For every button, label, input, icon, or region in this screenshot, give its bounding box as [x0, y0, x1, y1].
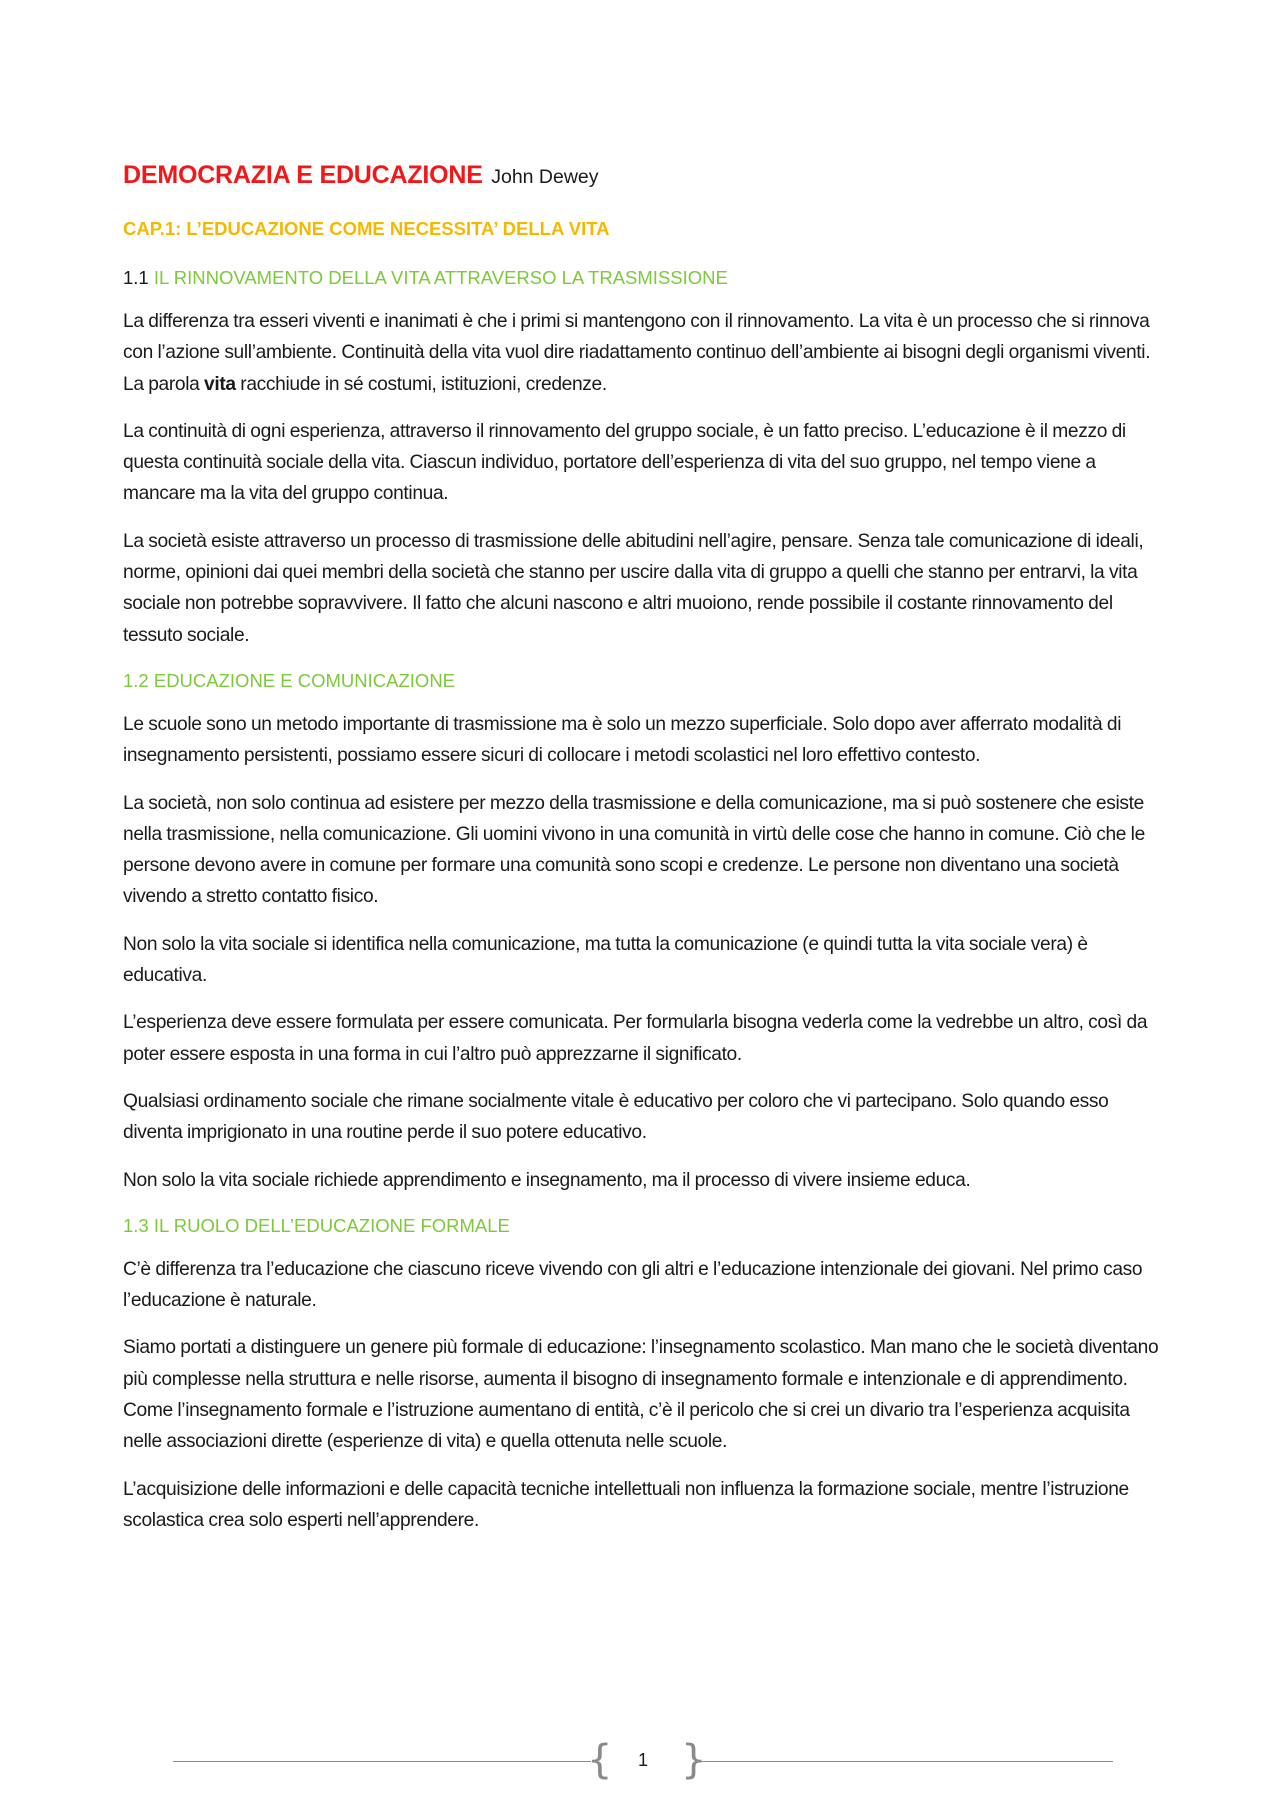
paragraph: La società esiste attraverso un processo di trasmissione delle abitudini nell’agire, pensare. Senza tale comunicazione di ideali, norme, opinioni dai quei membri della società che stanno per uscire dalla vita di gruppo a quelli che stanno per entrarvi, la vita sociale non potrebbe sopravvivere. Il fatto che alcuni nascono e altri muoiono, rende possibile il costante rinnovamento del tessuto sociale. — [123, 530, 1144, 646]
paragraph: L’esperienza deve essere formulata per essere comunicata. Per formularla bisogna vederla come la vedrebbe un altro, così da poter essere esposta in una forma in cui l’altro può apprezzarne il significato. — [123, 1012, 1148, 1065]
document-title: DEMOCRAZIA E EDUCAZIONE — [123, 161, 483, 189]
paragraph-text: racchiude in sé costumi, istituzioni, credenze. — [235, 373, 607, 395]
section-title: IL RINNOVAMENTO DELLA VITA ATTRAVERSO LA TRASMISSIONE — [153, 267, 728, 288]
left-brace-icon: { — [587, 1737, 613, 1783]
section-number: 1.1 — [123, 267, 149, 288]
paragraph: C’è differenza tra l’educazione che ciascuno riceve vivendo con gli altri e l’educazione intenzionale dei giovani. Nel primo caso l’educazione è naturale. — [123, 1258, 1143, 1312]
paragraph: Non solo la vita sociale richiede apprendimento e insegnamento, ma il processo di vivere insieme educa. — [123, 1169, 971, 1191]
chapter-heading: CAP.1: L’EDUCAZIONE COME NECESSITA’ DELLA VITA — [123, 218, 610, 239]
section-title: IL RUOLO DELL’EDUCAZIONE FORMALE — [153, 1214, 510, 1236]
section-heading-1-1 — [123, 264, 1167, 292]
paragraph: Qualsiasi ordinamento sociale che rimane socialmente vitale è educativo per coloro che vi partecipano. Solo quando esso diventa imprigionato in una routine perde il suo potere educativo. — [123, 1090, 1109, 1144]
right-brace-icon: } — [681, 1737, 707, 1783]
title-line — [123, 158, 1167, 196]
paragraph: Non solo la vita sociale si identifica nella comunicazione, ma tutta la comunicazione (e quindi tutta la vita sociale vera) è educativa. — [123, 933, 1088, 987]
paragraph: L’acquisizione delle informazioni e delle capacità tecniche intellettuali non influenza la formazione sociale, mentre l’istruzione scolastica crea solo esperti nell’apprendere. — [123, 1478, 1129, 1531]
paragraph: La società, non solo continua ad esistere per mezzo della trasmissione e della comunicazione, ma si può sostenere che esiste nella trasmissione, nella comunicazione. Gli uomini vivono in una comunità in virtù delle cose che hanno in comune. Ciò che le persone devono avere in comune per formare una comunità sono scopi e credenze. Le persone non diventano una società vivendo a stretto contatto fisico. — [123, 792, 1145, 908]
paragraph — [123, 306, 1167, 400]
footer-rule-left — [173, 1761, 591, 1762]
paragraph: Siamo portati a distinguere un genere più formale di educazione: l’insegnamento scolastico. Man mano che le società diventano più complesse nella struttura e nelle risorse, aumenta il bisogno di insegnamento formale e intenzionale e di apprendimento. Come l’insegnamento formale e l’istruzione aumentano di entità, c’è il pericolo che si crei un divario tra l’esperienza acquisita nelle associazioni dirette (esperienze di vita) e quella ottenuta nelle scuole. — [123, 1337, 1159, 1453]
page-footer — [173, 1738, 1113, 1784]
document-author: John Dewey — [491, 166, 599, 188]
paragraph: Le scuole sono un metodo importante di trasmissione ma è solo un mezzo superficiale. Solo dopo aver afferrato modalità di insegnamento persistenti, possiamo essere sicuri di collocare i metodi scolastici nel loro effettivo contesto. — [123, 713, 1122, 767]
section-heading-1-3 — [123, 1212, 1167, 1240]
document-page — [123, 150, 1167, 1552]
section-heading-1-2 — [123, 667, 1167, 695]
footer-rule-right — [695, 1761, 1113, 1762]
section-title: EDUCAZIONE E COMUNICAZIONE — [153, 669, 456, 691]
section-number: 1.2 — [123, 669, 149, 691]
paragraph-text: La differenza tra esseri viventi e inanimati è che i primi si mantengono con il rinnovamento. La vita è un processo che si rinnova con l’azione sull’ambiente. Continuità della vita vuol dire riadattamento continuo dell’ambiente ai bisogni degli organismi viventi. La parola — [123, 311, 1151, 395]
section-number: 1.3 — [123, 1214, 149, 1236]
paragraph: La continuità di ogni esperienza, attraverso il rinnovamento del gruppo sociale, è un fatto preciso. L’educazione è il mezzo di questa continuità sociale della vita. Ciascun individuo, portatore dell’esperienza di vita del suo gruppo, nel tempo viene a mancare ma la vita del gruppo continua. — [123, 420, 1126, 505]
bold-word: vita — [204, 373, 236, 395]
page-number: 1 — [637, 1750, 648, 1770]
